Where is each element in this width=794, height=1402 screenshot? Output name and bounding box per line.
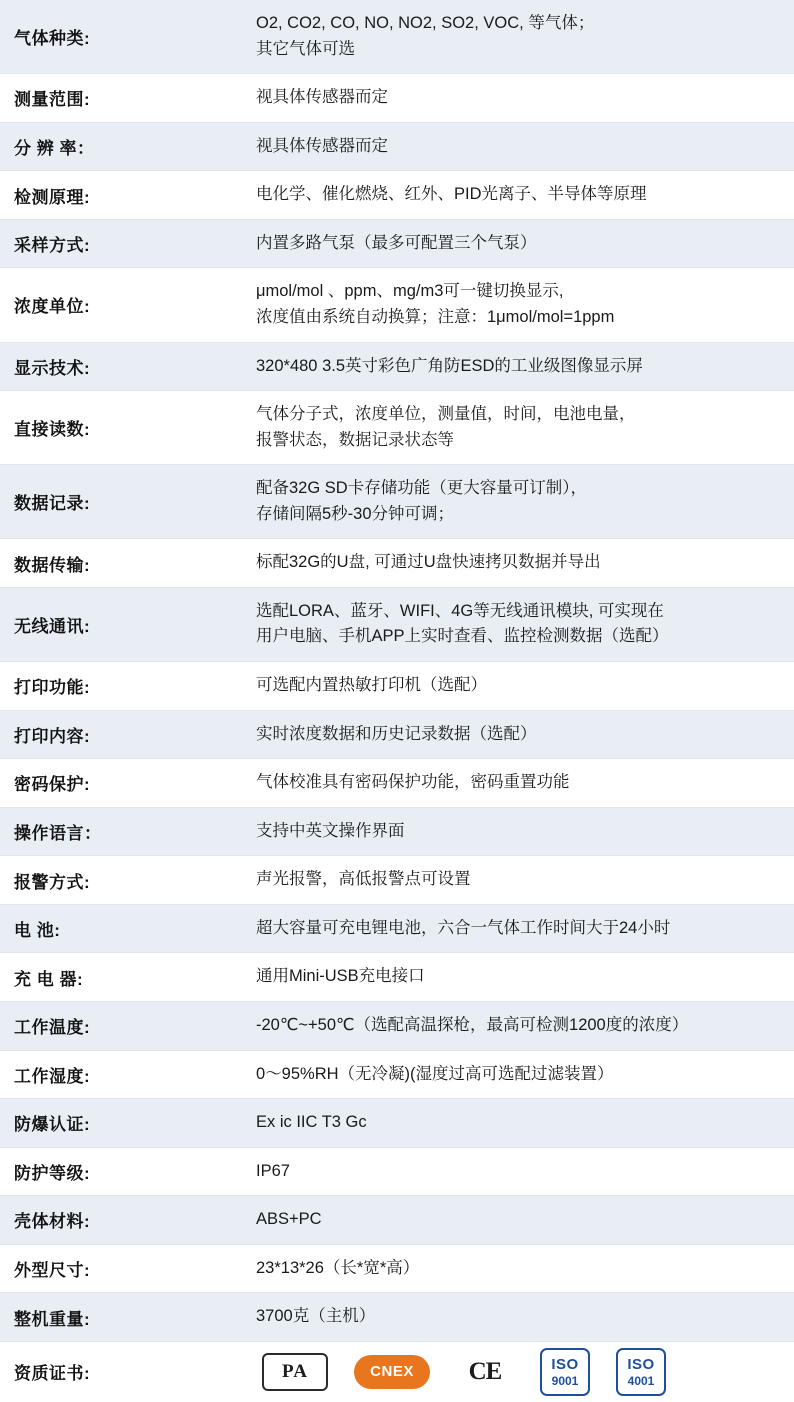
spec-label: 打印内容: bbox=[0, 710, 228, 759]
certificates-value bbox=[228, 1341, 794, 1402]
spec-value bbox=[228, 953, 794, 1002]
spec-label: 密码保护: bbox=[0, 759, 228, 808]
spec-label: 整机重量: bbox=[0, 1293, 228, 1342]
table-row bbox=[0, 391, 794, 465]
spec-value bbox=[228, 122, 794, 171]
spec-value bbox=[228, 1196, 794, 1245]
spec-label: 壳体材料: bbox=[0, 1196, 228, 1245]
spec-value bbox=[228, 219, 794, 268]
spec-label: 数据记录: bbox=[0, 465, 228, 539]
spec-value bbox=[228, 1293, 794, 1342]
table-row bbox=[0, 904, 794, 953]
spec-value bbox=[228, 662, 794, 711]
table-row bbox=[0, 1196, 794, 1245]
spec-value-line: Ex ic IIC T3 Gc bbox=[256, 1113, 367, 1132]
spec-label: 报警方式: bbox=[0, 856, 228, 905]
spec-label: 打印功能: bbox=[0, 662, 228, 711]
spec-value bbox=[228, 710, 794, 759]
spec-value bbox=[228, 1050, 794, 1099]
spec-value-line: 声光报警，高低报警点可设置 bbox=[256, 870, 471, 889]
spec-value-line: 内置多路气泵（最多可配置三个气泵） bbox=[256, 233, 537, 252]
spec-value-line: 视具体传感器而定 bbox=[256, 136, 388, 155]
spec-label: 气体种类: bbox=[0, 0, 228, 74]
spec-label: 防护等级: bbox=[0, 1147, 228, 1196]
iso-14001-badge bbox=[616, 1348, 666, 1396]
spec-value bbox=[228, 391, 794, 465]
spec-value bbox=[228, 759, 794, 808]
spec-value-line: 视具体传感器而定 bbox=[256, 88, 388, 107]
spec-value-line: 用户电脑、手机APP上实时查看、监控检测数据（选配） bbox=[256, 627, 669, 646]
iso-9001-badge-bottom: 9001 bbox=[551, 1373, 579, 1388]
table-row bbox=[0, 587, 794, 661]
spec-value-line: 0～95%RH（无冷凝)(湿度过高可选配过滤装置） bbox=[256, 1064, 614, 1083]
spec-value-line: 支持中英文操作界面 bbox=[256, 821, 405, 840]
table-row bbox=[0, 0, 794, 74]
spec-value-line: 气体校准具有密码保护功能，密码重置功能 bbox=[256, 773, 570, 792]
spec-value-line: 可选配内置热敏打印机（选配） bbox=[256, 676, 487, 694]
spec-value bbox=[228, 0, 794, 74]
spec-label: 充 电 器: bbox=[0, 953, 228, 1002]
ce-certification-badge: CE bbox=[468, 1358, 502, 1386]
spec-value-line: 报警状态，数据记录状态等 bbox=[256, 430, 454, 449]
spec-label: 采样方式: bbox=[0, 219, 228, 268]
table-row-certificates bbox=[0, 1341, 794, 1402]
spec-value-line: 3700克（主机） bbox=[256, 1307, 376, 1326]
table-row bbox=[0, 122, 794, 171]
table-row bbox=[0, 759, 794, 808]
table-row bbox=[0, 953, 794, 1002]
spec-label: 数据传输: bbox=[0, 539, 228, 588]
spec-value-line: μmol/mol 、ppm、mg/m3可一键切换显示, bbox=[256, 282, 564, 301]
iso-14001-badge-bottom: 4001 bbox=[627, 1373, 655, 1388]
spec-value-line: 存储间隔5秒-30分钟可调； bbox=[256, 504, 455, 523]
table-row bbox=[0, 465, 794, 539]
spec-label: 浓度单位: bbox=[0, 268, 228, 342]
table-row bbox=[0, 268, 794, 342]
spec-label: 直接读数: bbox=[0, 391, 228, 465]
spec-value bbox=[228, 1099, 794, 1148]
spec-value-line: 选配LORA、蓝牙、WIFI、4G等无线通讯模块, 可实现在 bbox=[256, 601, 664, 620]
spec-value bbox=[228, 539, 794, 588]
iso-14001-badge-top: ISO bbox=[627, 1355, 655, 1373]
spec-value bbox=[228, 465, 794, 539]
spec-label: 检测原理: bbox=[0, 171, 228, 220]
table-row bbox=[0, 662, 794, 711]
table-row bbox=[0, 856, 794, 905]
table-row bbox=[0, 1099, 794, 1148]
table-row bbox=[0, 219, 794, 268]
table-row bbox=[0, 1050, 794, 1099]
iso-9001-badge-top: ISO bbox=[551, 1355, 579, 1373]
spec-label: 无线通讯: bbox=[0, 587, 228, 661]
spec-label: 工作温度: bbox=[0, 1001, 228, 1050]
table-row bbox=[0, 171, 794, 220]
spec-value-line: 320*480 3.5英寸彩色广角防ESD的工业级图像显示屏 bbox=[256, 356, 643, 375]
spec-label: 操作语言： bbox=[0, 807, 228, 856]
spec-label: 工作湿度: bbox=[0, 1050, 228, 1099]
spec-value-line: 23*13*26（长*宽*高） bbox=[256, 1258, 420, 1277]
table-row bbox=[0, 1293, 794, 1342]
spec-value bbox=[228, 171, 794, 220]
spec-value-line: 配备32G SD卡存储功能（更大容量可订制）， bbox=[256, 479, 587, 498]
table-row bbox=[0, 1001, 794, 1050]
spec-value bbox=[228, 904, 794, 953]
spec-value bbox=[228, 342, 794, 391]
certificate-badge-strip bbox=[256, 1348, 784, 1396]
spec-value bbox=[228, 807, 794, 856]
spec-value-line: 电化学、催化燃烧、红外、PID光离子、半导体等原理 bbox=[256, 185, 647, 204]
spec-value bbox=[228, 856, 794, 905]
spec-value-line: 其它气体可选 bbox=[256, 39, 355, 58]
table-row bbox=[0, 74, 794, 123]
spec-value-line: 浓度值由系统自动换算；注意：1μmol/mol=1ppm bbox=[256, 307, 615, 326]
table-row bbox=[0, 342, 794, 391]
spec-value bbox=[228, 587, 794, 661]
spec-value-line: 超大容量可充电锂电池，六合一气体工作时间大于24小时 bbox=[256, 918, 671, 937]
spec-value-line: ABS+PC bbox=[256, 1210, 322, 1229]
table-row bbox=[0, 710, 794, 759]
spec-value bbox=[228, 74, 794, 123]
spec-label: 分 辨 率： bbox=[0, 122, 228, 171]
spec-label: 显示技术: bbox=[0, 342, 228, 391]
spec-value-line: IP67 bbox=[256, 1161, 290, 1180]
table-row bbox=[0, 1244, 794, 1293]
certificates-label: 资质证书: bbox=[0, 1341, 228, 1402]
pa-certification-badge: PA bbox=[262, 1353, 328, 1391]
spec-value-line: -20℃~+50℃（选配高温探枪，最高可检测1200度的浓度） bbox=[256, 1015, 689, 1034]
spec-label: 外型尺寸: bbox=[0, 1244, 228, 1293]
spec-value-line: 通用Mini-USB充电接口 bbox=[256, 967, 425, 986]
spec-label: 测量范围: bbox=[0, 74, 228, 123]
spec-value-line: 实时浓度数据和历史记录数据（选配） bbox=[256, 724, 537, 743]
spec-value bbox=[228, 1001, 794, 1050]
spec-value-line: 气体分子式，浓度单位，测量值，时间，电池电量， bbox=[256, 405, 636, 424]
cnex-certification-badge: CNEX bbox=[354, 1355, 430, 1389]
table-row bbox=[0, 1147, 794, 1196]
spec-label: 电 池: bbox=[0, 904, 228, 953]
table-row bbox=[0, 807, 794, 856]
spec-label: 防爆认证: bbox=[0, 1099, 228, 1148]
spec-value bbox=[228, 1147, 794, 1196]
spec-value-line: O2, CO2, CO, NO, NO2, SO2, VOC, 等气体； bbox=[256, 14, 595, 32]
spec-value bbox=[228, 268, 794, 342]
iso-9001-badge bbox=[540, 1348, 590, 1396]
spec-value-line: 标配32G的U盘, 可通过U盘快速拷贝数据并导出 bbox=[256, 553, 601, 572]
spec-value bbox=[228, 1244, 794, 1293]
table-row bbox=[0, 539, 794, 588]
